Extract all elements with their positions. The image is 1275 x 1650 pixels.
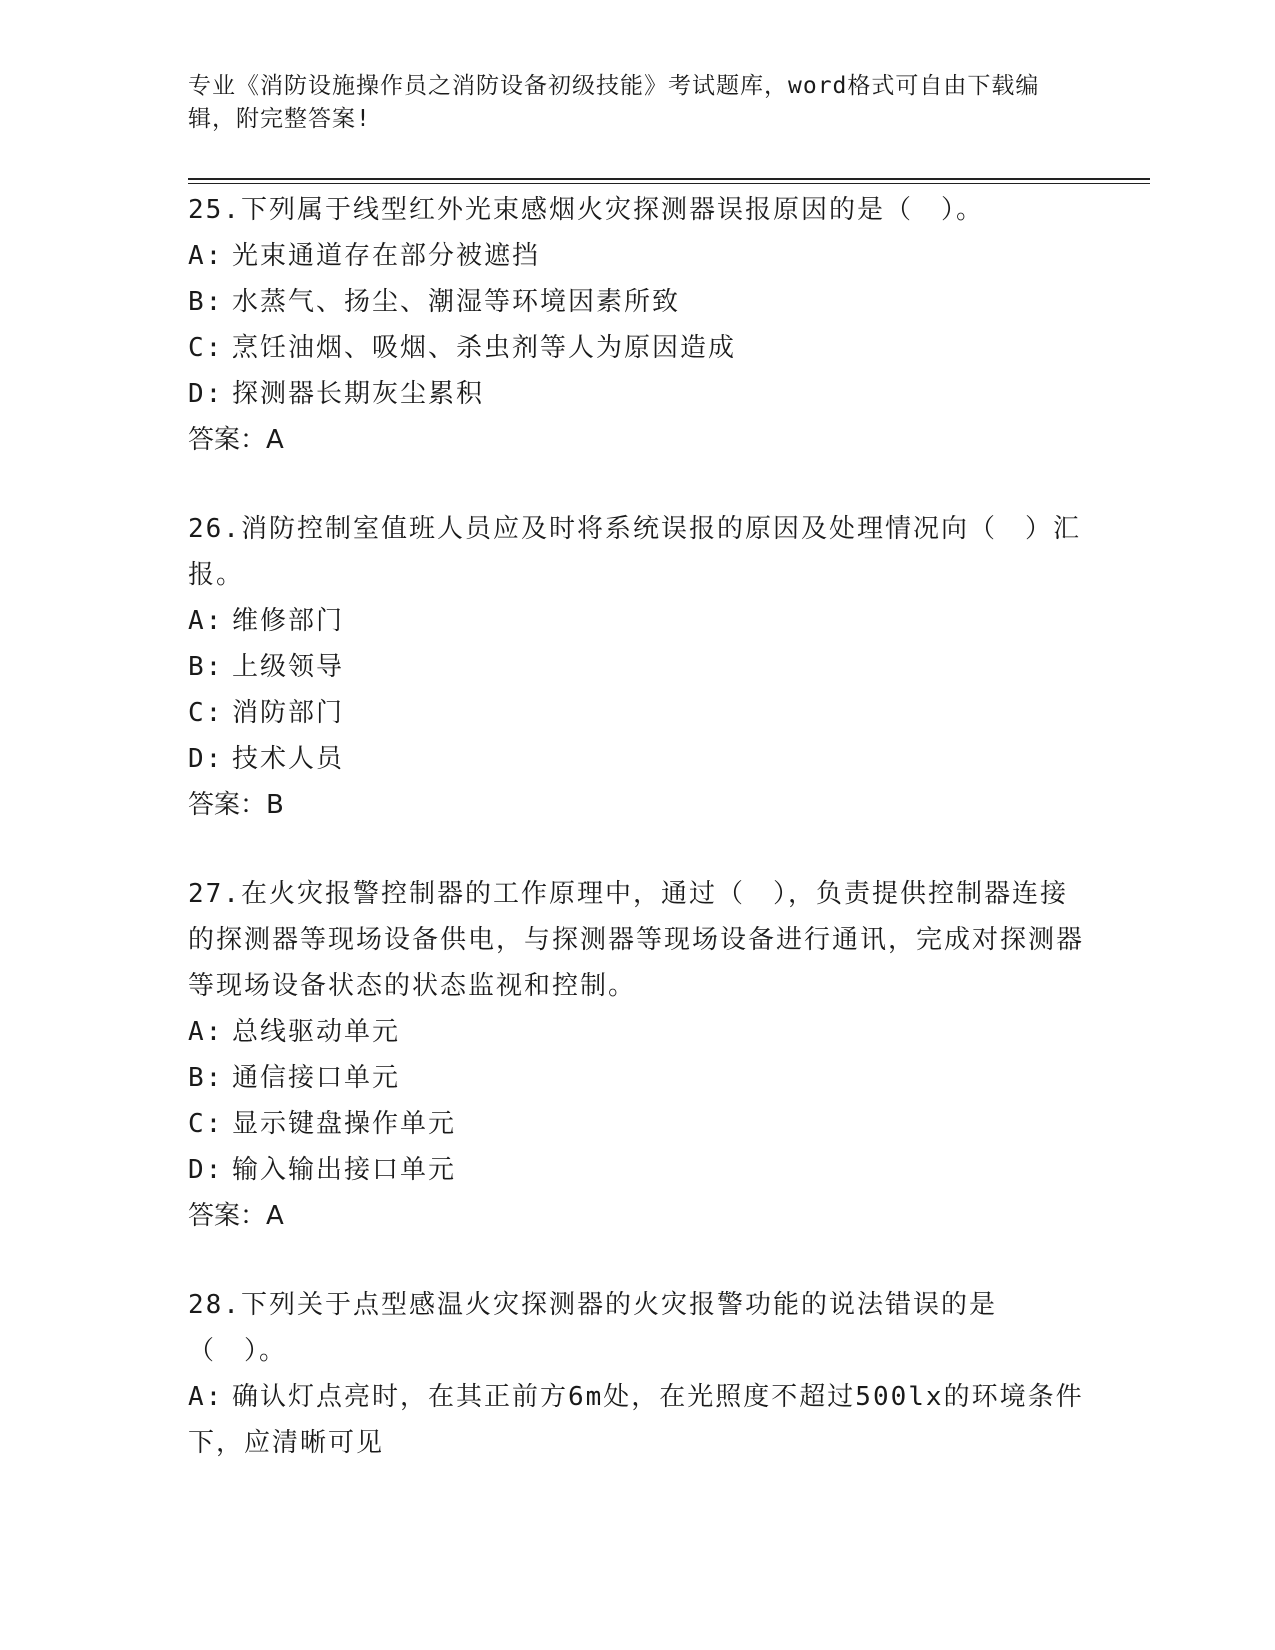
option-letter: C: [188,333,224,363]
option-c [188,1101,1088,1147]
option-letter: B: [188,287,224,317]
header-divider-thin [188,183,1150,184]
answer-label: 答案：A [188,425,284,455]
option-text: 消防部门 [232,698,345,728]
answer-label: 答案：A [188,1201,284,1231]
question-stem: 28.下列关于点型感温火灾探测器的火灾报警功能的说法错误的是（ ）。 [188,1290,997,1366]
option-a [188,233,1088,279]
option-b [188,644,1088,690]
option-letter: D: [188,379,224,409]
document-header: 专业《消防设施操作员之消防设备初级技能》考试题库，word格式可自由下载编辑，附完整答案! [188,73,1040,132]
option-d [188,736,1088,782]
option-letter: C: [188,1109,224,1139]
option-c [188,325,1088,371]
question-stem: 25.下列属于线型红外光束感烟火灾探测器误报原因的是（ ）。 [188,195,984,225]
option-text: 水蒸气、扬尘、潮湿等环境因素所致 [232,287,681,317]
option-letter: D: [188,1155,224,1185]
option-a [188,1009,1088,1055]
question-27 [188,871,1088,1239]
option-b [188,1055,1088,1101]
option-letter: D: [188,744,224,774]
option-d [188,371,1088,417]
option-letter: A: [188,1382,224,1412]
question-stem: 27.在火灾报警控制器的工作原理中，通过（ ），负责提供控制器连接的探测器等现场设备供电，与探测器等现场设备进行通讯，完成对探测器等现场设备状态的状态监视和控制。 [188,879,1085,1001]
option-b [188,279,1088,325]
option-letter: A: [188,1017,224,1047]
question-26 [188,506,1088,828]
option-a [188,598,1088,644]
header-divider-thick [188,178,1150,180]
option-letter: B: [188,652,224,682]
option-text: 光束通道存在部分被遮挡 [232,241,541,271]
option-letter: A: [188,606,224,636]
option-text: 烹饪油烟、吸烟、杀虫剂等人为原因造成 [232,333,737,363]
answer-label: 答案：B [188,790,284,820]
question-list [188,187,1088,1509]
question-25 [188,187,1088,463]
option-a [188,1374,1088,1466]
option-letter: C: [188,698,224,728]
option-text: 确认灯点亮时，在其正前方6m处，在光照度不超过500lx的环境条件下，应清晰可见 [188,1382,1084,1458]
option-text: 输入输出接口单元 [232,1155,457,1185]
question-stem: 26.消防控制室值班人员应及时将系统误报的原因及处理情况向（ ）汇报。 [188,514,1081,590]
option-text: 技术人员 [232,744,345,774]
option-text: 通信接口单元 [232,1063,401,1093]
option-text: 显示键盘操作单元 [232,1109,457,1139]
option-d [188,1147,1088,1193]
option-letter: A: [188,241,224,271]
option-text: 总线驱动单元 [232,1017,401,1047]
question-28 [188,1282,1088,1466]
option-text: 维修部门 [232,606,345,636]
option-text: 上级领导 [232,652,345,682]
option-c [188,690,1088,736]
option-letter: B: [188,1063,224,1093]
option-text: 探测器长期灰尘累积 [232,379,485,409]
